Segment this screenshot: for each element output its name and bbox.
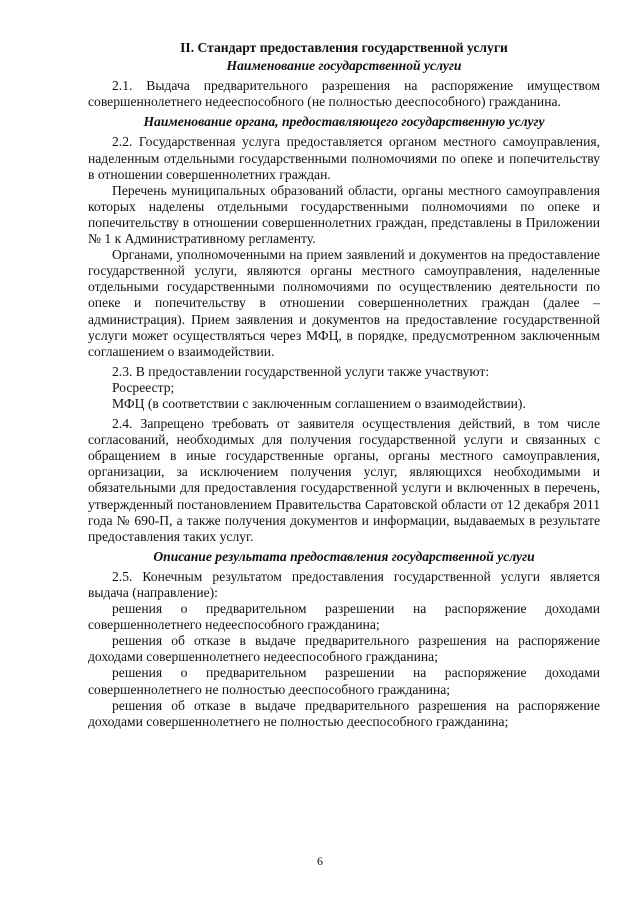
subheading-result: Описание результата предоставления государственной услуги <box>153 548 535 564</box>
document-page <box>88 40 600 730</box>
subheading-authority: Наименование органа, предоставляющего государственную услугу <box>143 114 545 130</box>
paragraph-2-1: 2.1. Выдача предварительного разрешения на распоряжение имуществом совершеннолетнего недееспособного (не полностью дееспособного) гражданина. <box>88 78 600 110</box>
paragraph-municipal-list: Перечень муниципальных образований области, органы местного самоуправления которых наделены отдельными государственными полномочиями по опеке и попечительству в отношении совершеннолетних граждан, представлены в Приложении № 1 к Административному регламенту. <box>88 182 600 247</box>
participant-mfc: МФЦ (в соответствии с заключенным соглашением о взаимодействии). <box>112 395 526 411</box>
paragraph-2-4: 2.4. Запрещено требовать от заявителя осуществления действий, в том числе согласований, необходимых для получения государственной услуги и связанных с обращением в иные государственные органы, органы местного самоуправления, организации, за исключением получения услуг, являющихся необходимыми и обязательными для предоставления государственной услуги и включенных в перечень, утвержденный постановлением Правительства Саратовской области от 12 декабря 2011 года № 690-П, а также получения документов и информации, выдаваемых в результате предоставления таких услуг. <box>88 416 600 544</box>
paragraph-2-5: 2.5. Конечным результатом предоставления государственной услуги является выдача (направление): <box>88 568 600 600</box>
paragraph-authorized-organs: Органами, уполномоченными на прием заявлений и документов на предоставление государственной услуги, являются органы местного самоуправления, наделенные отдельными государственными полномочиями по осуществлению деятельности по опеке и попечительству в отношении совершеннолетних граждан (далее – администрация). Прием заявления и документов на предоставление государственной услуги может осуществляться через МФЦ, в порядке, предусмотренном заключенным соглашением о взаимодействии. <box>88 247 600 359</box>
section-title: II. Стандарт предоставления государственной услуги <box>180 40 508 55</box>
result-item: решения об отказе в выдаче предварительного разрешения на распоряжение доходами совершеннолетнего недееспособного гражданина; <box>88 633 600 665</box>
result-item: решения о предварительном разрешении на распоряжение доходами совершеннолетнего не полностью дееспособного гражданина; <box>88 665 600 697</box>
subheading-service-name: Наименование государственной услуги <box>226 58 462 74</box>
paragraph-2-3: 2.3. В предоставлении государственной услуги также участвуют: <box>112 363 490 379</box>
paragraph-2-2: 2.2. Государственная услуга предоставляется органом местного самоуправления, наделенным отдельными государственными полномочиями по опеке и попечительству в отношении совершеннолетних граждан. <box>88 134 600 182</box>
participant-rosreestr: Росреестр; <box>112 379 175 395</box>
result-item: решения о предварительном разрешении на распоряжение доходами совершеннолетнего недееспособного гражданина; <box>88 601 600 633</box>
page-number: 6 <box>317 854 323 868</box>
result-item: решения об отказе в выдаче предварительного разрешения на распоряжение доходами совершеннолетнего не полностью дееспособного гражданина; <box>88 697 600 729</box>
